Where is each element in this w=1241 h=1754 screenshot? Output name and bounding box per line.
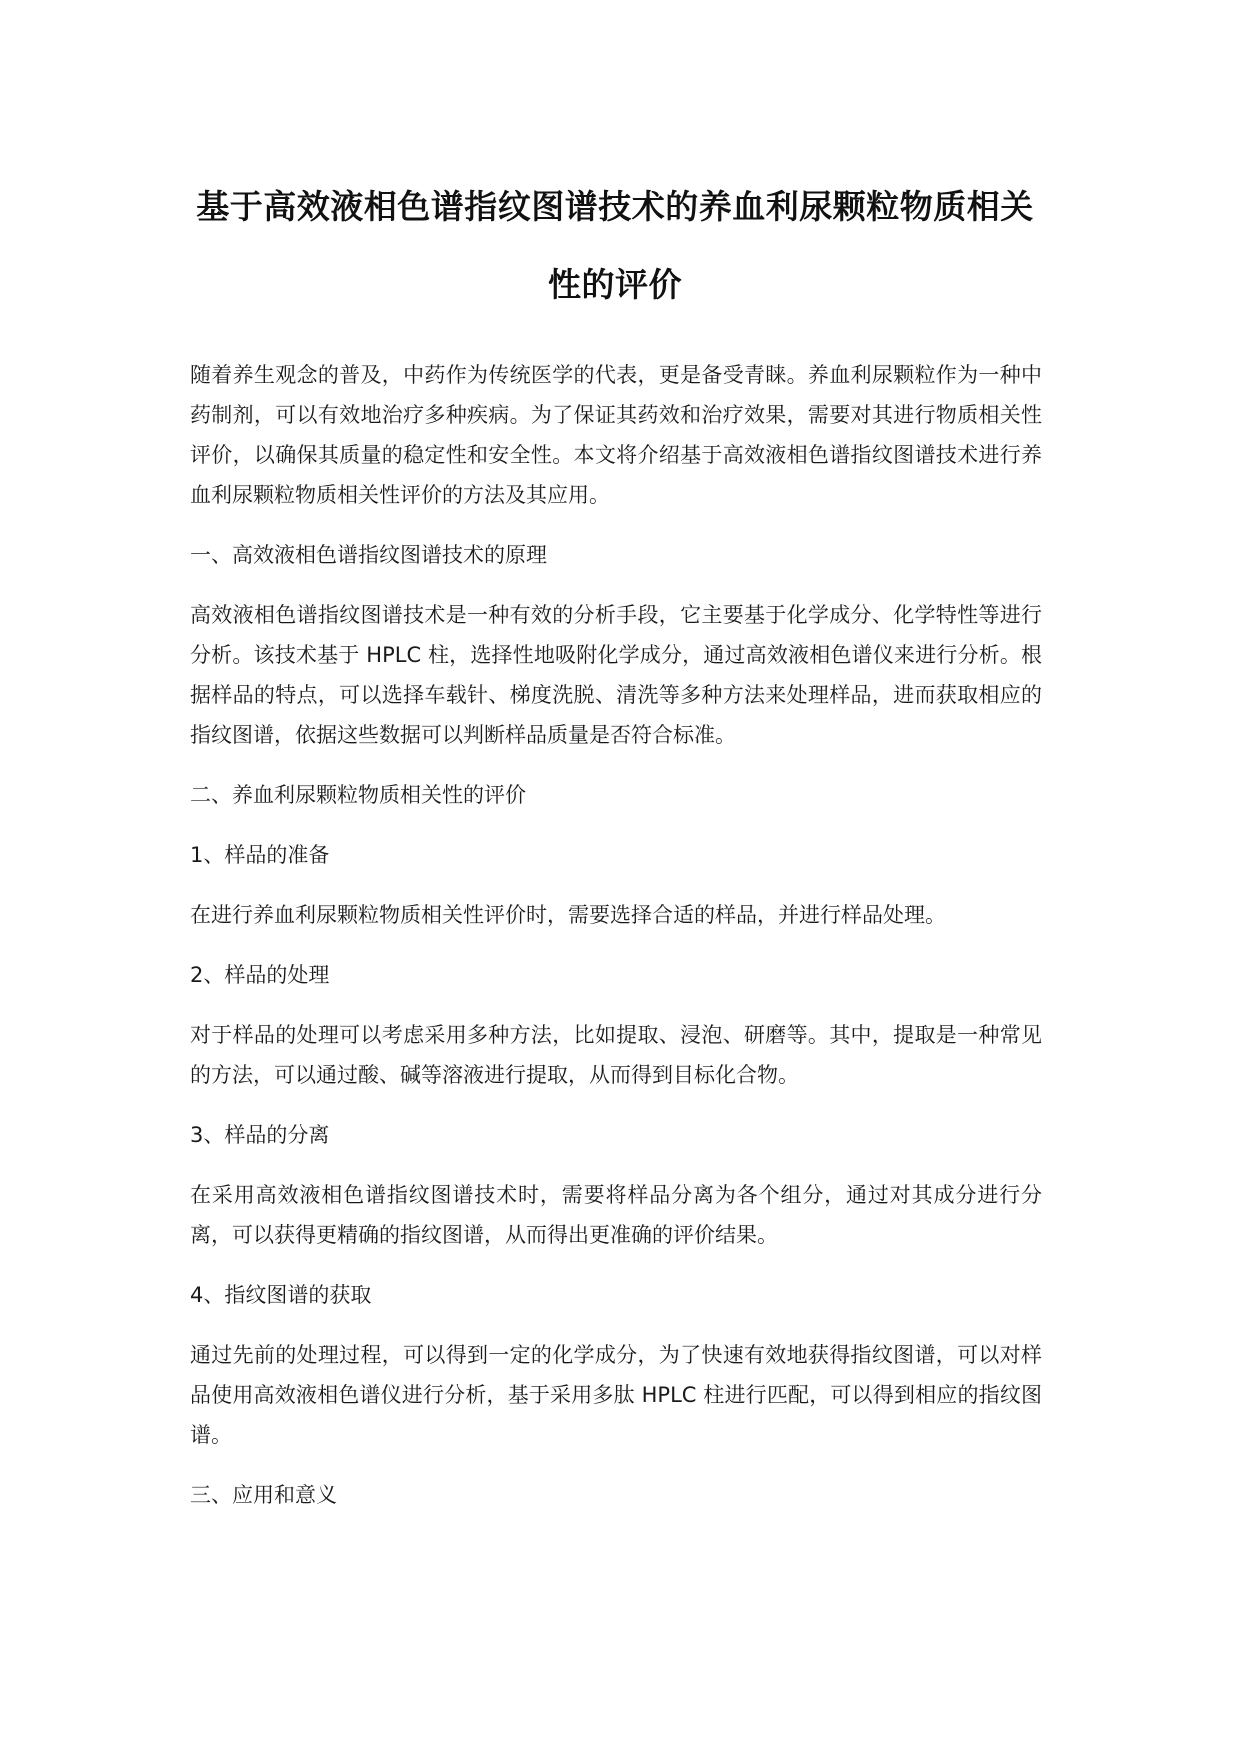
subsection-heading-2-2: 2、样品的处理 [190, 963, 330, 987]
document-title: 基于高效液相色谱指纹图谱技术的养血利尿颗粒物质相关性的评价 [196, 187, 1034, 304]
section-heading-1: 一、高效液相色谱指纹图谱技术的原理 [190, 543, 547, 567]
paragraph-principle: 高效液相色谱指纹图谱技术是一种有效的分析手段，它主要基于化学成分、化学特性等进行分析。该技术基于 HPLC 柱，选择性地吸附化学成分，通过高效液相色谱仪来进行分析。根据样品的特点，可以选择车载针、梯度洗脱、清洗等多种方法来处理样品，进而获取相应的指纹图谱，依据这些数据可以判断样品质量是否符合标准。 [190, 603, 1042, 747]
section-heading-2: 二、养血利尿颗粒物质相关性的评价 [190, 783, 526, 807]
subsection-heading-2-4: 4、指纹图谱的获取 [190, 1283, 372, 1307]
section-heading-3: 三、应用和意义 [190, 1483, 337, 1507]
paragraph-fingerprint-acquisition: 通过先前的处理过程，可以得到一定的化学成分，为了快速有效地获得指纹图谱，可以对样品使用高效液相色谱仪进行分析，基于采用多肽 HPLC 柱进行匹配，可以得到相应的指纹图谱。 [190, 1343, 1042, 1447]
paragraph-sample-prep: 在进行养血利尿颗粒物质相关性评价时，需要选择合适的样品，并进行样品处理。 [190, 903, 946, 927]
paragraph-intro: 随着养生观念的普及，中药作为传统医学的代表，更是备受青睐。养血利尿颗粒作为一种中药制剂，可以有效地治疗多种疾病。为了保证其药效和治疗效果，需要对其进行物质相关性评价，以确保其质量的稳定性和安全性。本文将介绍基于高效液相色谱指纹图谱技术进行养血利尿颗粒物质相关性评价的方法及其应用。 [190, 363, 1042, 507]
paragraph-sample-separation: 在采用高效液相色谱指纹图谱技术时，需要将样品分离为各个组分，通过对其成分进行分离，可以获得更精确的指纹图谱，从而得出更准确的评价结果。 [190, 1183, 1042, 1247]
paragraph-sample-processing: 对于样品的处理可以考虑采用多种方法，比如提取、浸泡、研磨等。其中，提取是一种常见的方法，可以通过酸、碱等溶液进行提取，从而得到目标化合物。 [190, 1023, 1042, 1087]
subsection-heading-2-1: 1、样品的准备 [190, 843, 330, 867]
subsection-heading-2-3: 3、样品的分离 [190, 1123, 330, 1147]
document-body [190, 355, 1042, 1535]
